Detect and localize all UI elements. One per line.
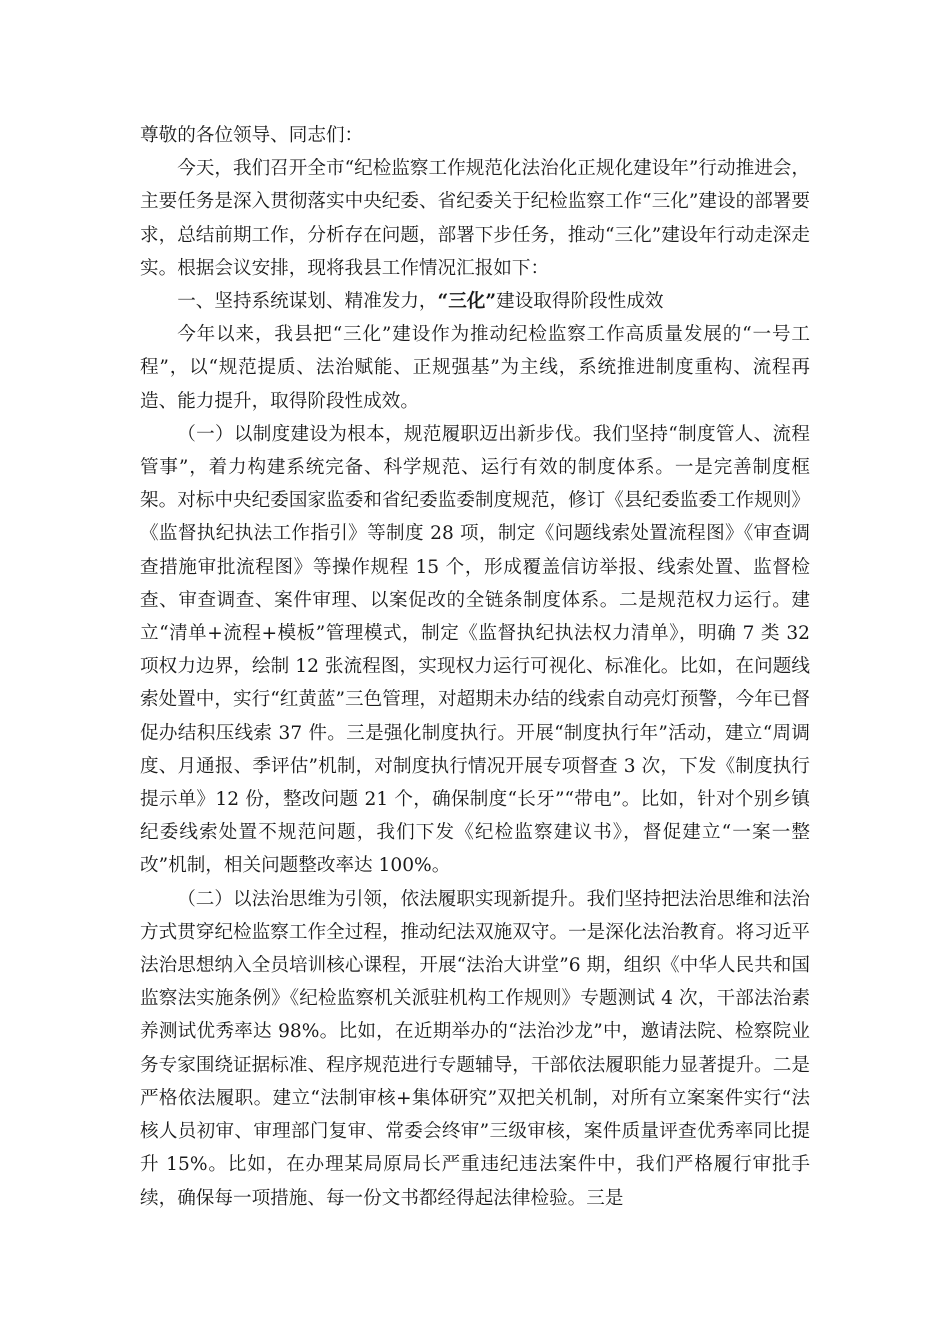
- subsection-1-paragraph: （一）以制度建设为根本，规范履职迈出新步伐。我们坚持“制度管人、流程管事”，着力构建系统完备、科学规范、运行有效的制度体系。一是完善制度框架。对标中央纪委国家监委和省纪委监委制度规范，修订《县纪委监委工作规则》《监督执纪执法工作指引》等制度 28 项，制定《问题线索处置流程图》《审查调查措施审批流程图》等操作规程 15 个，形成覆盖信访举报、线索处置、监督检查、审查调查、案件审理、以案促改的全链条制度体系。二是规范权力运行。建立“清单+流程+模板”管理模式，制定《监督执纪执法权力清单》，明确 7 类 32 项权力边界，绘制 12 张流程图，实现权力运行可视化、标准化。比如，在问题线索处置中，实行“红黄蓝”三色管理，对超期未办结的线索自动亮灯预警，今年已督促办结积压线索 37 件。三是强化制度执行。开展“制度执行年”活动，建立“周调度、月通报、季评估”机制，对制度执行情况开展专项督查 3 次，下发《制度执行提示单》12 份，整改问题 21 个，确保制度“长牙”“带电”。比如，针对个别乡镇纪委线索处置不规范问题，我们下发《纪检监察建议书》，督促建立“一案一整改”机制，相关问题整改率达 100%。: [140, 423, 810, 877]
- subsection-2-paragraph: （二）以法治思维为引领，依法履职实现新提升。我们坚持把法治思维和法治方式贯穿纪检监察工作全过程，推动纪法双施双守。一是深化法治教育。将习近平法治思想纳入全员培训核心课程，开展“法治大讲堂”6 期，组织《中华人民共和国监察法实施条例》《纪检监察机关派驻机构工作规则》专题测试 4 次，干部法治素养测试优秀率达 98%。比如，在近期举办的“法治沙龙”中，邀请法院、检察院业务专家围绕证据标准、程序规范进行专题辅导，干部依法履职能力显著提升。二是严格依法履职。建立“法制审核+集体研究”双把关机制，对所有立案案件实行“法核人员初审、审理部门复审、常委会终审”三级审核，案件质量评查优秀率同比提升 15%。比如，在办理某局原局长严重违纪违法案件中，我们严格履行审批手续，确保每一项措施、每一份文书都经得起法律检验。三是: [140, 888, 810, 1209]
- heading-suffix: 建设取得阶段性成效: [496, 291, 664, 313]
- document-page: [140, 119, 810, 1215]
- section-heading-1: [140, 285, 810, 318]
- heading-bold-term: “三化”: [437, 291, 497, 313]
- heading-prefix: 一、坚持系统谋划、精准发力，: [177, 291, 438, 313]
- intro-paragraph: 今天，我们召开全市“纪检监察工作规范化法治化正规化建设年”行动推进会，主要任务是深入贯彻落实中央纪委、省纪委关于纪检监察工作“三化”建设的部署要求，总结前期工作，分析存在问题，部署下步任务，推动“三化”建设年行动走深走实。根据会议安排，现将我县工作情况汇报如下：: [140, 158, 810, 279]
- salutation: 尊敬的各位领导、同志们：: [140, 125, 364, 146]
- section-1-summary-paragraph: 今年以来，我县把“三化”建设作为推动纪检监察工作高质量发展的“一号工程”，以“规范提质、法治赋能、正规强基”为主线，系统推进制度重构、流程再造、能力提升，取得阶段性成效。: [140, 324, 810, 412]
